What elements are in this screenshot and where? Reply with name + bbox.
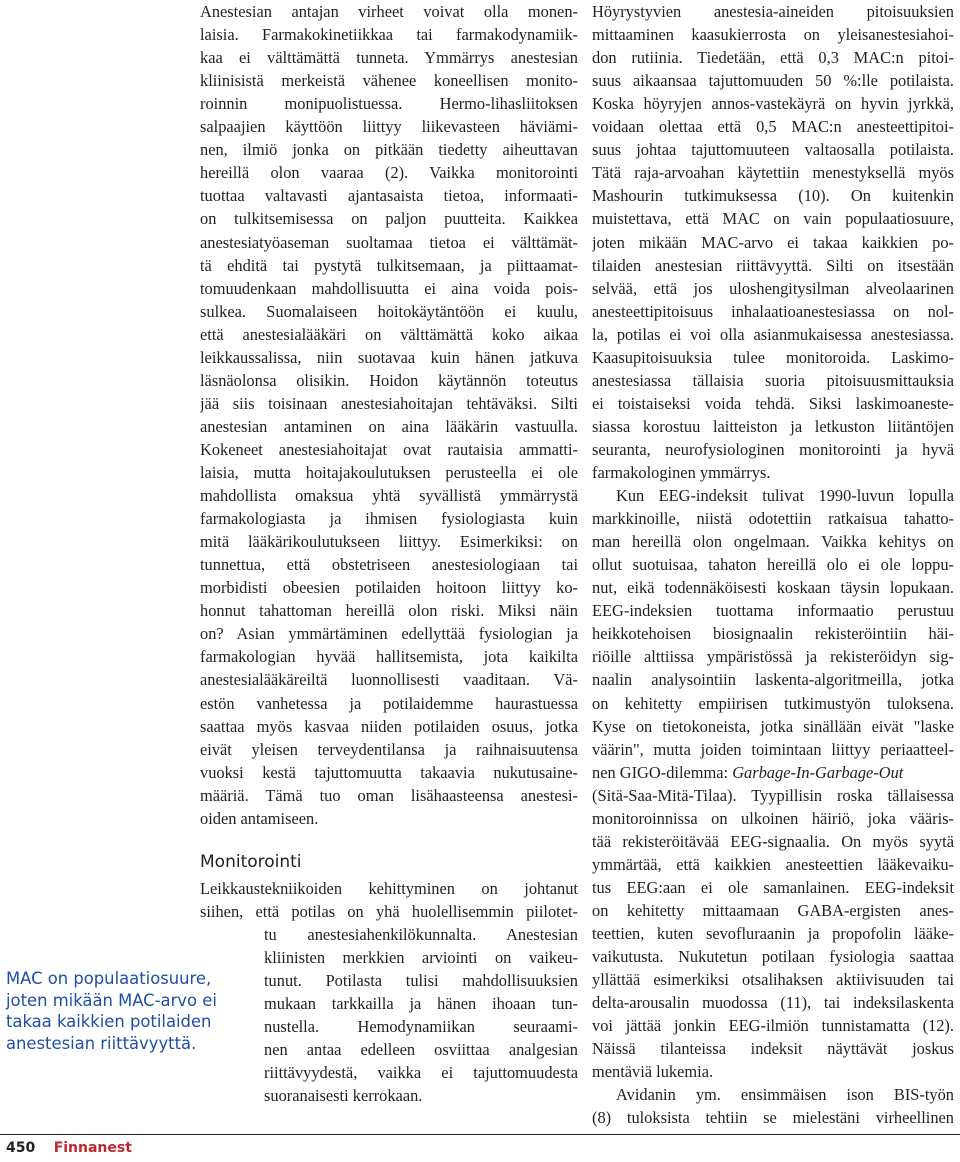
text-line: suus aikaansaa tajuttomuuden 50 %:lle potilaista. [592, 71, 954, 91]
section-heading-monitorointi: Monitorointi [200, 852, 302, 872]
text-line: on kehitetty empiirisen tutkimustyön tuloksena. [592, 693, 954, 713]
text-line: suus johtaa tajuttomuuteen valtaosalla potilaista. [592, 140, 954, 160]
text-line: vuoksi kestä tajuttomuutta takaavia nukutusaine- [200, 762, 578, 782]
text-line: anesteettipitoisuus inhalaatioanestesiassa on nol- [592, 301, 954, 321]
text-line: riittävyydestä, vaikka ei tajuttomuudesta [264, 1063, 578, 1083]
text-line: vaikutusta. Nukutetun potilaan fysiologia saattaa [592, 947, 954, 967]
italic-term: Garbage-In-Garbage-Out [732, 762, 904, 782]
text-line: mitä lääkärikoulutukseen liittyy. Esimerkiksi: on [200, 532, 578, 552]
text-line: eivät yleisen terveydentilansa ja raihnaisuutensa [200, 739, 578, 759]
text-line: mukaan tarkkailla ja hänen ihoaan tun- [264, 994, 578, 1014]
text-line: muistettava, että MAC on vain populaatiosuure, [592, 209, 954, 229]
text-line: roinnin monipuolistuessa. Hermo-lihasliitoksen [200, 94, 578, 114]
text-line: Koska höyryjen annos-vastekäyrä on hyvin jyrkkä, [592, 94, 954, 114]
text-line: on? Asian ymmärtäminen edellyttää fysiologian ja [200, 624, 578, 644]
text-line: ei toistaiseksi voida tehdä. Siksi laskimoaneste- [592, 393, 954, 413]
text-line: Kyse on tietokoneista, jotka sinällään eivät "laske [592, 716, 954, 736]
text-line: Höyrystyvien anestesia-aineiden pitoisuuksien [592, 2, 954, 21]
text-line: on tulkitsemisessa on paljon puutteita. Kaikkea [200, 209, 578, 229]
page-footer [6, 1140, 132, 1156]
text-line [592, 761, 954, 784]
text-line: sulkea. Suomalaiseen hoitokäytäntöön ei kuulu, [200, 301, 578, 321]
text-line: heikkotehoisen biosignaalin rekisteröintiin häi- [592, 624, 954, 644]
pull-quote-line: MAC on populaatiosuure, [6, 969, 212, 988]
text-line: joten mikään MAC-arvo ei takaa kaikkien po- [592, 232, 954, 252]
text-line: hereillä olon vaaraa (2). Vaikka monitorointi [200, 163, 578, 183]
text-line: Kaasupitoisuuksia tulee monitoroida. Laskimo- [592, 347, 954, 367]
text-line: anestesialääkäreiltä luonnollisesti vaaditaan. Vä- [200, 670, 578, 690]
text-line: Anestesian antajan virheet voivat olla monen- [200, 2, 578, 21]
text-line: on kehitetty mittaamaan GABA-ergisten anes- [592, 900, 954, 920]
text-line: anestesiassa tällaisia suoria pitoisuusmittauksia [592, 370, 954, 390]
text-line: monitoroinnissa on ulkoinen häiriö, joka vääris- [592, 808, 954, 828]
text-line: Näissä tilanteissa indeksit näyttävät joskus [592, 1039, 954, 1059]
text-line: tilaiden anestesian riittävyyttä. Silti on itsestään [592, 255, 954, 275]
text-line: ymmärtää, että kaikkien anesteettien lääkevaiku- [592, 854, 954, 874]
text-line: kliinisten merkkien arviointi on vaikeu- [264, 948, 578, 968]
text-line: tää rekisteröitävää EEG-signaalia. On myös syytä [592, 831, 954, 851]
text-line: man hereillä olon ongelmaan. Vaikka kehitys on [592, 532, 954, 552]
text-line: Kun EEG-indeksit tulivat 1990-luvun lopulla [616, 486, 954, 506]
text-line: mahdollista omaksua yhtä syvällistä ymmärrystä [200, 486, 578, 506]
text-line: farmakologiasta ja ihmisen fysiologiasta kuin [200, 509, 578, 529]
text-line: (8) tuloksista tehtiin se mielestäni virheellinen [592, 1108, 954, 1128]
text-line: tunut. Potilasta tulisi mahdollisuuksien [264, 971, 578, 991]
text-line: suoranaisesti kerrokaan. [264, 1086, 423, 1106]
text-line: naalin analysointiin laskenta-algoritmeilla, jotka [592, 670, 954, 690]
text-line: tomuudenkaan mahdollisuutta ei aina voida pois- [200, 278, 578, 298]
pull-quote-line: takaa kaikkien potilaiden [6, 1012, 212, 1032]
text-line: EEG-indeksien tuottama informaatio perustuu [592, 601, 954, 621]
text-line: tä ehditä tai pystytä tulkitsemaan, ja piittaamat- [200, 255, 578, 275]
text-line: oiden antamiseen. [200, 808, 319, 828]
text-line: Leikkaustekniikoiden kehittyminen on johtanut [200, 879, 578, 898]
text-line: ollut suotuisaa, tahaton hereillä olo ei ole loppu- [592, 555, 954, 575]
text-line: siihen, että potilas on yhä huolellisemmin piilotet- [200, 902, 578, 922]
text-line: mentäviä lukemia. [592, 1062, 714, 1082]
text-line: nen, ilmiö jonka on pitkään tiedetty aiheuttavan [200, 140, 578, 160]
text-line: delta-arousalin muodossa (11), tai indeksilaskenta [592, 993, 954, 1013]
text-line: saattaa myös kasvaa niiden potilaiden osuus, jotka [200, 716, 578, 736]
text-line: laisia. Farmakokinetiikkaa tai farmakodynamiik- [200, 25, 578, 45]
text-line: tu anestesiahenkilökunnalta. Anestesian [264, 925, 578, 945]
text-line: selvää, että jos uloshengitysilman alveolaarinen [592, 278, 954, 298]
text-line: tuottaa valtavasti ajantasaista tietoa, informaati- [200, 186, 578, 206]
text-line: voi jättää jonkin EEG-ilmiön tunnistamatta (12). [592, 1016, 954, 1036]
text-line: tus EEG:aan ei ole samanlainen. EEG-indeksit [592, 877, 954, 897]
text-line: riöille alttiissa ympäristössä ja rekisteröidyn sig- [592, 647, 954, 667]
text-line: farmakologinen ymmärrys. [592, 463, 771, 482]
text-line: kaa ei välttämättä tunneta. Ymmärrys anestesian [200, 48, 578, 68]
pull-quote-line: joten mikään MAC-arvo ei [6, 990, 217, 1010]
text-line: nen antaa edelleen osviittaa analgesian [264, 1040, 578, 1060]
text-line: Tätä raja-arvoahan käytettiin menestyksellä myös [592, 163, 954, 183]
text-line: nustella. Hemodynamiikan seuraami- [264, 1017, 578, 1037]
pull-quote-line: anestesian riittävyyttä. [6, 1033, 197, 1053]
text-line: (Sitä-Saa-Mitä-Tilaa). Tyypillisin roska tällaisessa [592, 785, 954, 805]
text-fragment: nen GIGO-dilemma: [592, 762, 733, 782]
text-line: honnut tahattoman hereillä olon riski. Miksi näin [200, 601, 578, 621]
text-line: yllättää esimerkiksi otsalihaksen aktiivisuuden tai [592, 970, 954, 990]
pull-quote [6, 968, 246, 1054]
text-line: anestesiatyöaseman suoltamaa tietoa ei välttämät- [200, 232, 578, 252]
text-line: mittaaminen kaasukierrosta on yleisanestesiahoi- [592, 25, 954, 45]
text-line: estön vanhetessa ja potilaidemme haurastuessa [200, 693, 578, 713]
footer-rule [0, 1134, 960, 1135]
text-line: teettien, kuten sevofluraanin ja propofolin lääke- [592, 924, 954, 943]
text-line: laisia, mutta hoitajakoulutuksen perusteella ei ole [200, 463, 578, 482]
text-line: läsnäolonsa olisikin. Hoidon käytännön toteutus [200, 370, 578, 390]
text-line: jää siis toisinaan anestesiahoitajan tehtäväksi. Silti [200, 393, 578, 413]
page-number: 450 [6, 1140, 36, 1156]
text-line: Kokeneet anestesiahoitajat ovat rautaisia ammatti- [200, 439, 578, 459]
text-line: don rutiinia. Tiedetään, että 0,3 MAC:n pitoi- [592, 48, 954, 68]
text-line: kliinisistä merkeistä vähenee koneellisen monito- [200, 71, 578, 91]
text-line: Avidanin ym. ensimmäisen ison BIS-työn [616, 1085, 954, 1105]
text-line: että anestesialääkäri on välttämättä koko aikaa [200, 324, 578, 344]
text-line: tunnettua, että obstetriseen anestesiologiaan tai [200, 555, 578, 575]
text-line: leikkaussalissa, niin suotavaa kuin hänen jatkuva [200, 347, 578, 367]
text-line: markkinoille, niistä odotettiin ratkaisua tahatto- [592, 509, 954, 529]
text-line: siassa korostuu laitteiston ja letkuston liitäntöjen [592, 416, 954, 436]
text-line: la, potilas ei voi olla asianmukaisessa anestesiassa. [592, 324, 954, 344]
text-line: voidaan olettaa että 0,5 MAC:n anesteettipitoi- [592, 117, 954, 137]
text-line: väärin", mutta joiden toimintaan liittyy periaatteel- [592, 739, 954, 759]
text-line: morbidisti obeesien potilaiden hoitoon liittyy ko- [200, 578, 578, 598]
text-line: Mashourin tutkimuksessa (10). On kuitenkin [592, 186, 954, 206]
text-line: nut, eikä todennäköisesti koskaan täysin lopukaan. [592, 578, 954, 598]
text-line: seuranta, neurofysiologinen monitorointi ja hyvä [592, 439, 954, 459]
text-line: anestesian antaminen on aina lääkärin vastuulla. [200, 416, 578, 436]
text-line: farmakologian hyvää hallitsemista, jota kaikilta [200, 647, 578, 667]
text-line: salpaajien käyttöön liittyy liikevasteen häviämi- [200, 117, 578, 137]
journal-name: Finnanest [53, 1140, 132, 1156]
text-line: määriä. Tämä tuo oman lisähaasteensa anestesi- [200, 785, 578, 805]
